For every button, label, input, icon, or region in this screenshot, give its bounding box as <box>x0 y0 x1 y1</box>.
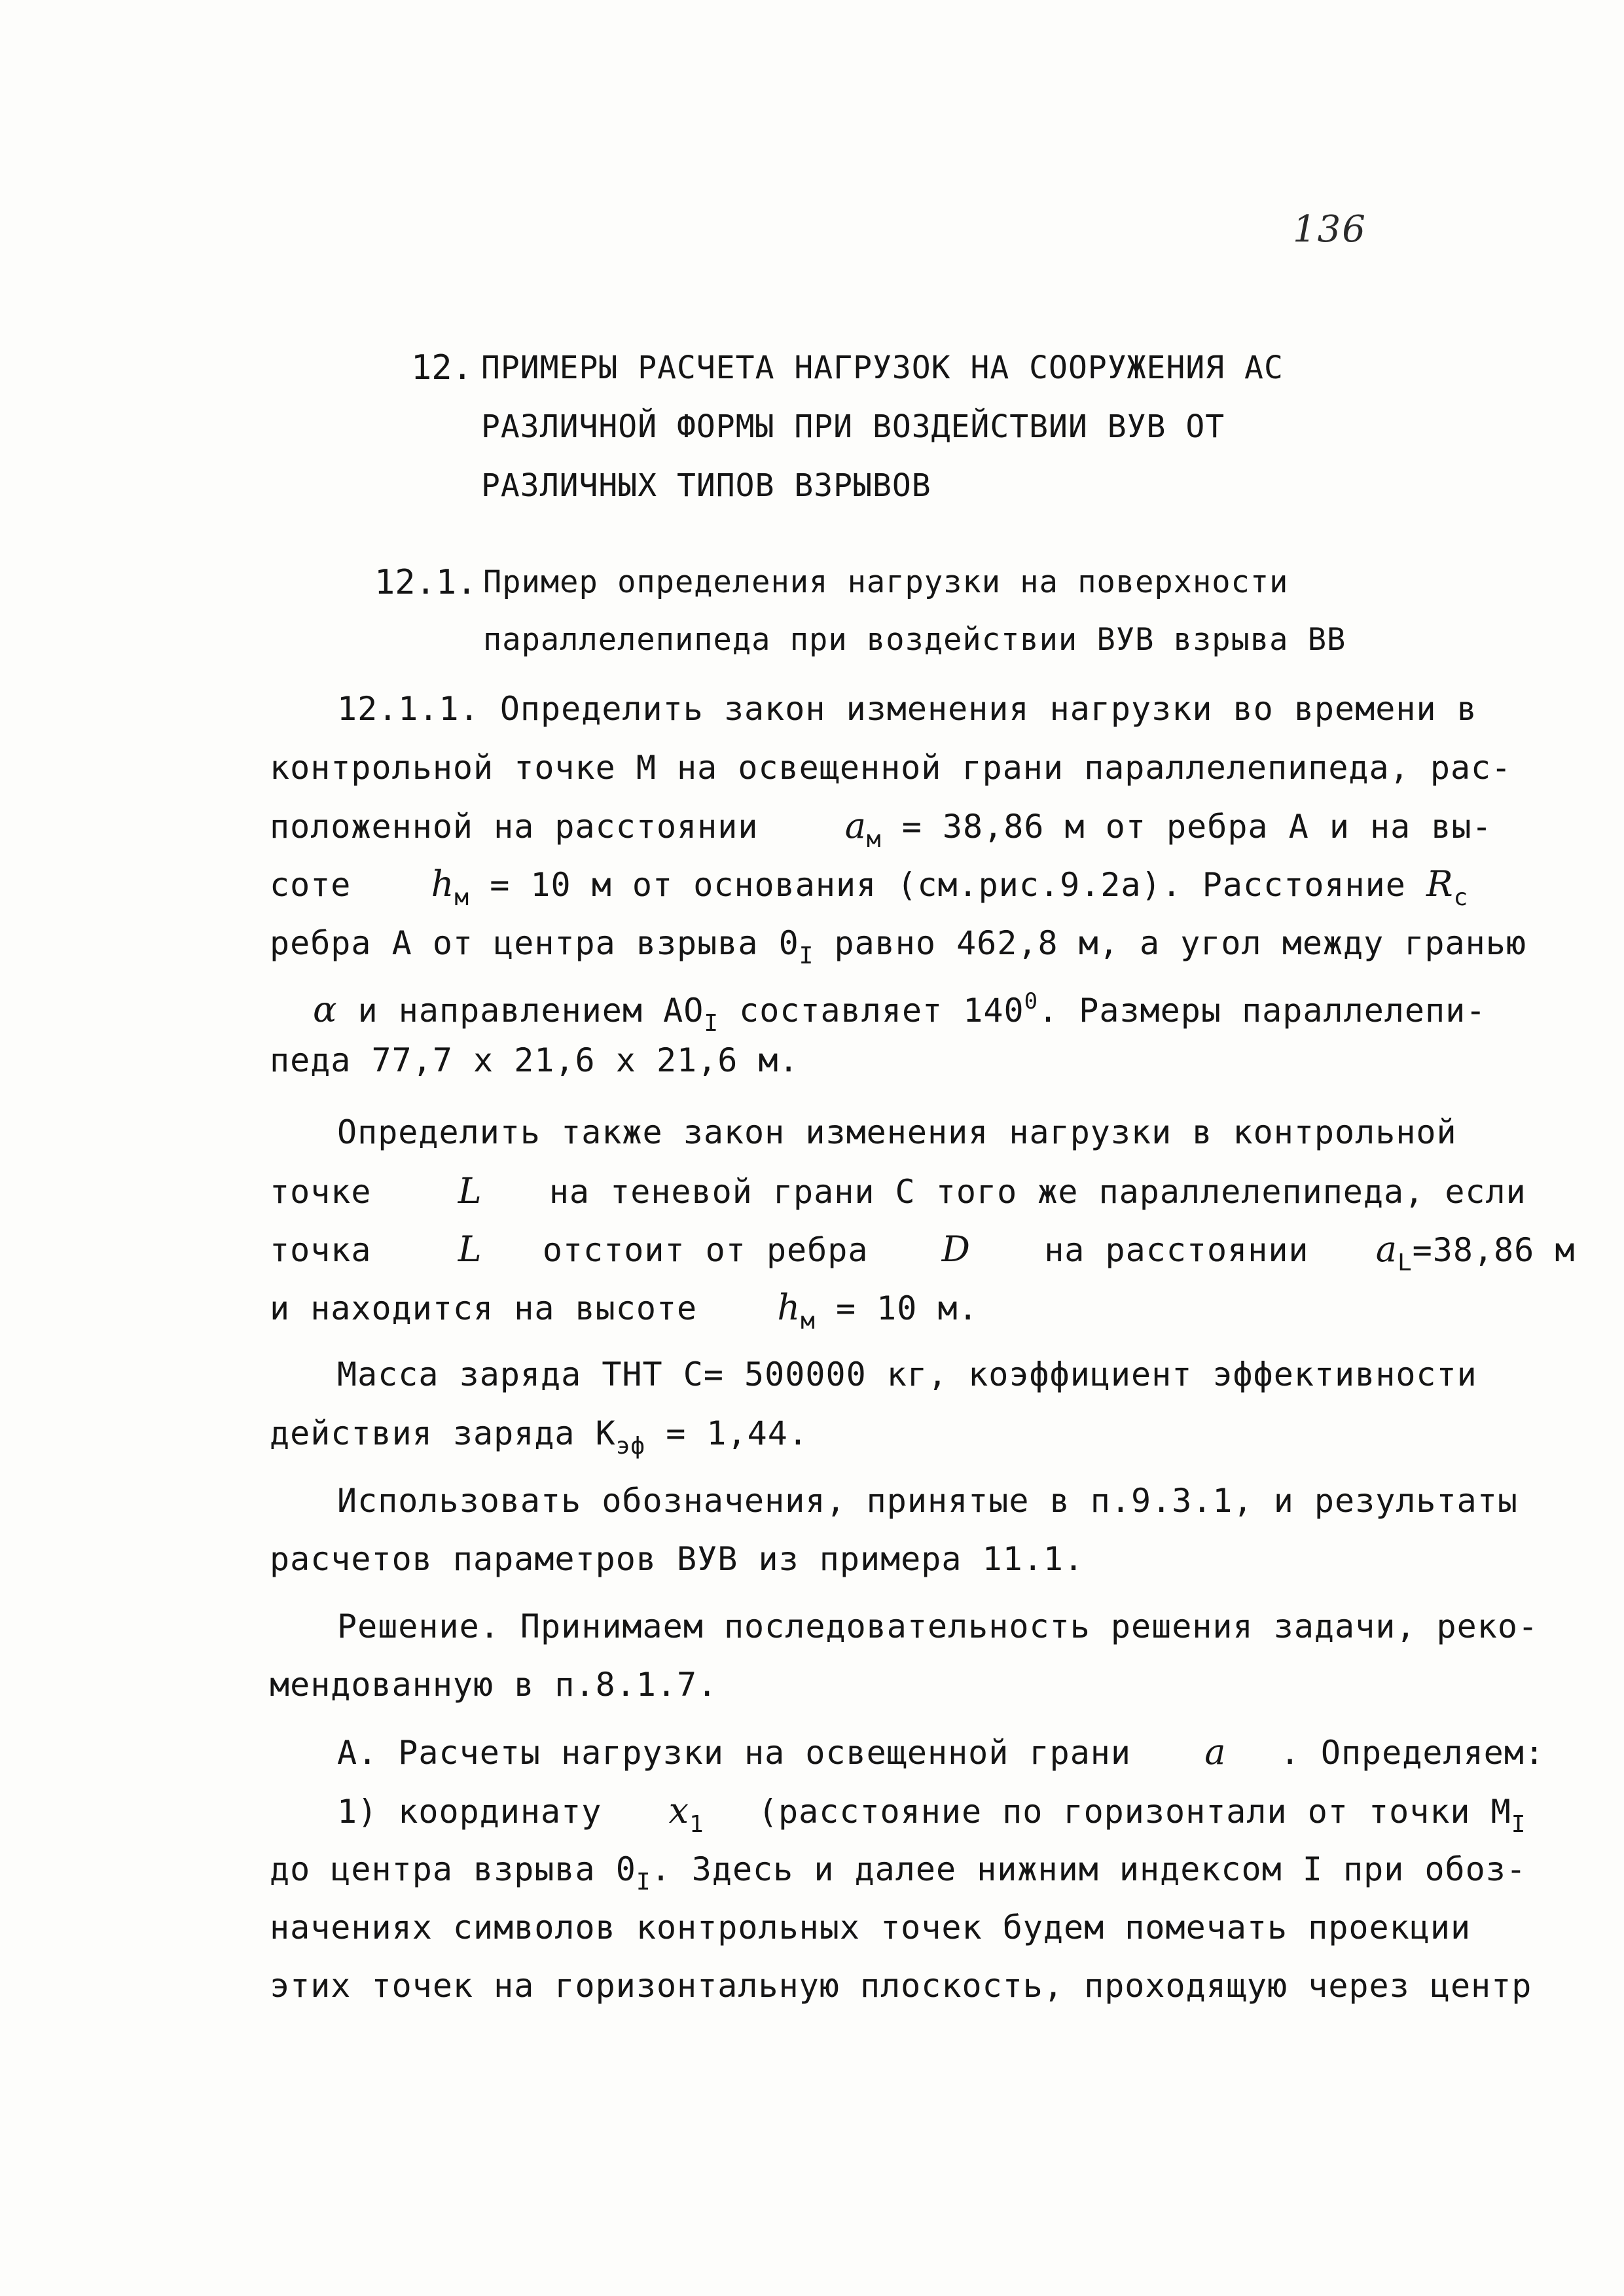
subscript-c: c <box>1453 884 1469 911</box>
para-2-line-3-text-d: =38,86 м <box>1412 1231 1576 1269</box>
para-2-line-2-text-b: на теневой грани С того же параллелепипеда, если <box>549 1173 1526 1211</box>
para-6-line-2-text-a: 1) координату <box>337 1793 602 1831</box>
symbol-h-m: h <box>431 863 455 905</box>
para-6-line-2 <box>337 1791 1526 1844</box>
para-1-line-3-text-a: положенной на расстоянии <box>270 808 759 846</box>
para-1-line-5-text-b: равно 462,8 м, а угол между гранью <box>814 924 1526 962</box>
para-1-line-5-text-a: ребра А от центра взрыва 0 <box>270 924 799 962</box>
subscript-L: L <box>1397 1249 1413 1276</box>
symbol-alpha: α <box>313 989 338 1030</box>
para-3-line-2 <box>270 1414 808 1466</box>
section-12-1-title-line-1: Пример определения нагрузки на поверхности <box>483 564 1289 600</box>
para-2-line-1: Определить также закон изменения нагрузки в контрольной <box>337 1113 1457 1151</box>
para-1-line-1 <box>337 689 1477 728</box>
para-1-line-6 <box>313 982 1486 1043</box>
para-1-line-1-text: Определить закон изменения нагрузки во времени в <box>499 690 1477 728</box>
subscript-1: 1 <box>689 1811 704 1838</box>
symbol-a-m: a <box>844 805 867 846</box>
symbol-L: L <box>458 1170 482 1211</box>
symbol-D: D <box>941 1229 971 1270</box>
para-3-line-1: Масса заряда ТНТ С= 500000 кг, коэффициент эффективности <box>337 1355 1477 1393</box>
subscript-I: I <box>636 1869 651 1895</box>
para-1-line-4 <box>270 865 1468 918</box>
para-2-line-2-text-a: точке <box>270 1173 372 1211</box>
para-5-line-2: мендованную в п.8.1.7. <box>270 1666 718 1704</box>
para-1-line-3-text-b: = 38,86 м от ребра А и на вы- <box>901 808 1492 846</box>
para-1-line-6-text-c: . Размеры параллелепи- <box>1038 992 1487 1030</box>
subscript-I: I <box>1511 1811 1526 1838</box>
symbol-a-L: a <box>1375 1229 1398 1270</box>
para-4-line-1: Использовать обозначения, принятые в п.9.3.1, и результаты <box>337 1482 1518 1520</box>
para-1-line-4-text-b: = 10 м от основания (см.рис.9.2а). Расстояние <box>490 866 1406 904</box>
para-1-line-7: педа 77,7 х 21,6 х 21,6 м. <box>270 1041 799 1079</box>
section-12-title-line-1: ПРИМЕРЫ РАСЧЕТА НАГРУЗОК НА СООРУЖЕНИЯ АС <box>481 350 1284 386</box>
symbol-h-m: h <box>777 1287 801 1328</box>
para-1-line-6-text-a: и направлением АО <box>357 992 704 1030</box>
para-1-line-5 <box>270 924 1526 976</box>
para-6-line-5: этих точек на горизонтальную плоскость, проходящую через центр <box>270 1967 1532 2005</box>
page-number: 136 <box>1293 208 1367 251</box>
section-12-title-line-3: РАЗЛИЧНЫХ ТИПОВ ВЗРЫВОВ <box>481 467 931 504</box>
para-2-line-4-text-b: = 10 м. <box>835 1289 979 1327</box>
para-6-line-1-text-b: . Определяем: <box>1280 1734 1545 1772</box>
para-2-line-3-text-a: точка <box>270 1231 372 1269</box>
subscript-m: м <box>866 826 882 853</box>
para-6-line-1 <box>337 1732 1545 1772</box>
para-6-line-2-text-b: (расстояние по горизонтали от точки М <box>757 1793 1511 1831</box>
para-6-line-3-text-b: . Здесь и далее нижним индексом I при обоз- <box>651 1850 1526 1888</box>
symbol-R-c: R <box>1426 863 1454 905</box>
symbol-x-1: x <box>668 1790 690 1831</box>
para-1-line-3 <box>270 806 1492 859</box>
para-6-line-4: начениях символов контрольных точек будем помечать проекции <box>270 1909 1471 1946</box>
para-1-line-6-text-b: составляет 140 <box>739 992 1024 1030</box>
section-12-1-title-line-2: параллелепипеда при воздействии ВУВ взрыва ВВ <box>483 622 1346 658</box>
para-2-line-4-text-a: и находится на высоте <box>270 1289 698 1327</box>
para-2-line-4 <box>270 1288 979 1341</box>
para-2-line-2 <box>270 1172 1526 1211</box>
para-6-line-1-text-a: А. Расчеты нагрузки на освещенной грани <box>337 1734 1131 1772</box>
subscript-m: м <box>454 884 470 911</box>
para-3-line-2-text-a: действия заряда К <box>270 1414 616 1452</box>
para-1-number: 12.1.1. <box>337 690 480 728</box>
symbol-L: L <box>458 1229 482 1270</box>
para-1-line-2: контрольной точке М на освещенной грани параллелепипеда, рас- <box>270 749 1512 787</box>
subscript-1: I <box>799 942 814 969</box>
section-12-1-number: 12.1. <box>374 563 477 602</box>
para-6-line-3-text-a: до центра взрыва 0 <box>270 1850 636 1888</box>
para-2-line-3-text-b: отстоит от ребра <box>542 1231 869 1269</box>
para-2-line-3 <box>270 1230 1575 1283</box>
para-3-line-2-text-b: = 1,44. <box>645 1414 808 1452</box>
para-2-line-3-text-c: на расстоянии <box>1044 1231 1309 1269</box>
subscript-m: м <box>801 1308 816 1335</box>
para-4-line-2: расчетов параметров ВУВ из примера 11.1. <box>270 1540 1085 1578</box>
section-12-number: 12. <box>411 348 473 387</box>
symbol-a-face: a <box>1204 1731 1227 1772</box>
section-12-title-line-2: РАЗЛИЧНОЙ ФОРМЫ ПРИ ВОЗДЕЙСТВИИ ВУВ ОТ <box>481 408 1225 445</box>
para-6-line-3 <box>270 1850 1526 1902</box>
para-1-line-4-text-a: соте <box>270 866 352 904</box>
para-5-line-1: Решение. Принимаем последовательность решения задачи, реко- <box>337 1607 1539 1645</box>
subscript-eff: эф <box>615 1433 646 1460</box>
degree-superscript: 0 <box>1024 988 1039 1014</box>
subscript-1: I <box>704 1010 719 1037</box>
